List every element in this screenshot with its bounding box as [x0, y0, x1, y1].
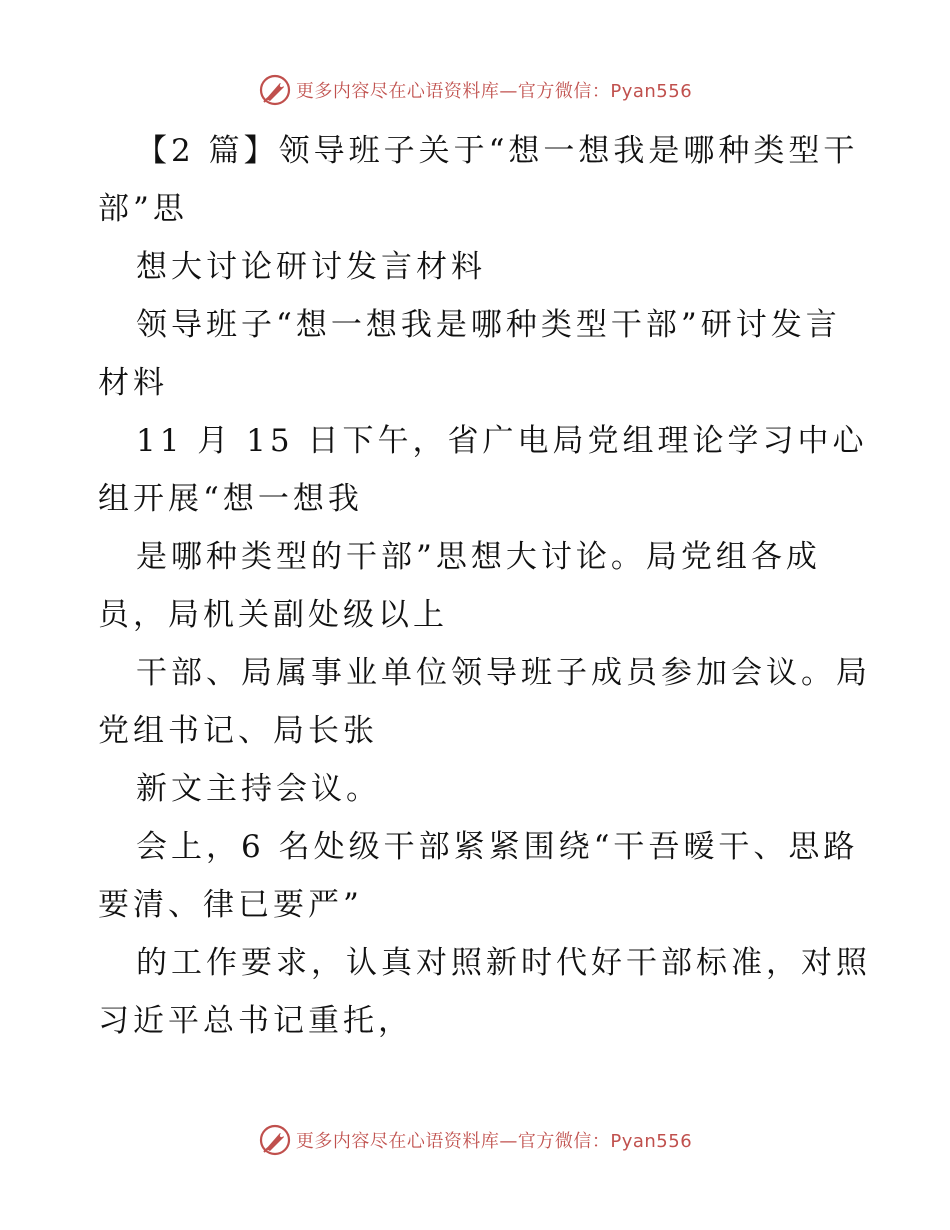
header-watermark	[0, 70, 950, 110]
document-line: 领导班子“想一想我是哪种类型干部”研讨发言	[136, 307, 841, 343]
document-line: 组开展“想一想我	[98, 481, 363, 517]
document-body	[98, 122, 871, 1050]
document-line: 是哪种类型的干部”思想大讨论。局党组各成	[136, 539, 821, 575]
document-line: 想大讨论研讨发言材料	[136, 249, 486, 285]
document-line: 的工作要求，认真对照新时代好干部标准，对照	[136, 945, 871, 981]
document-line: 习近平总书记重托，	[98, 1003, 413, 1039]
watermark-text: 更多内容尽在心语资料库—官方微信：Pyan556	[295, 1131, 693, 1152]
pen-nib-logo-icon	[258, 73, 292, 107]
footer-watermark-inner	[258, 1123, 692, 1157]
document-line: 【2 篇】领导班子关于“想一想我是哪种类型干	[136, 133, 859, 169]
header-watermark-inner	[258, 73, 692, 107]
document-line: 材料	[98, 365, 168, 401]
watermark-text: 更多内容尽在心语资料库—官方微信：Pyan556	[295, 81, 693, 102]
pen-nib-logo-icon	[258, 1123, 292, 1157]
document-line: 干部、局属事业单位领导班子成员参加会议。局	[136, 655, 871, 691]
document-line: 党组书记、局长张	[98, 713, 378, 749]
document-line: 新文主持会议。	[136, 771, 381, 807]
document-line: 会上，6 名处级干部紧紧围绕“干吾暧干、思路	[136, 829, 859, 865]
document-line: 要清、律已要严”	[98, 887, 363, 923]
document-line: 员，局机关副处级以上	[98, 597, 448, 633]
footer-watermark	[0, 1120, 950, 1160]
document-line: 部”思	[98, 191, 188, 227]
document-line: 11 月 15 日下午，省广电局党组理论学习中心	[136, 423, 868, 459]
